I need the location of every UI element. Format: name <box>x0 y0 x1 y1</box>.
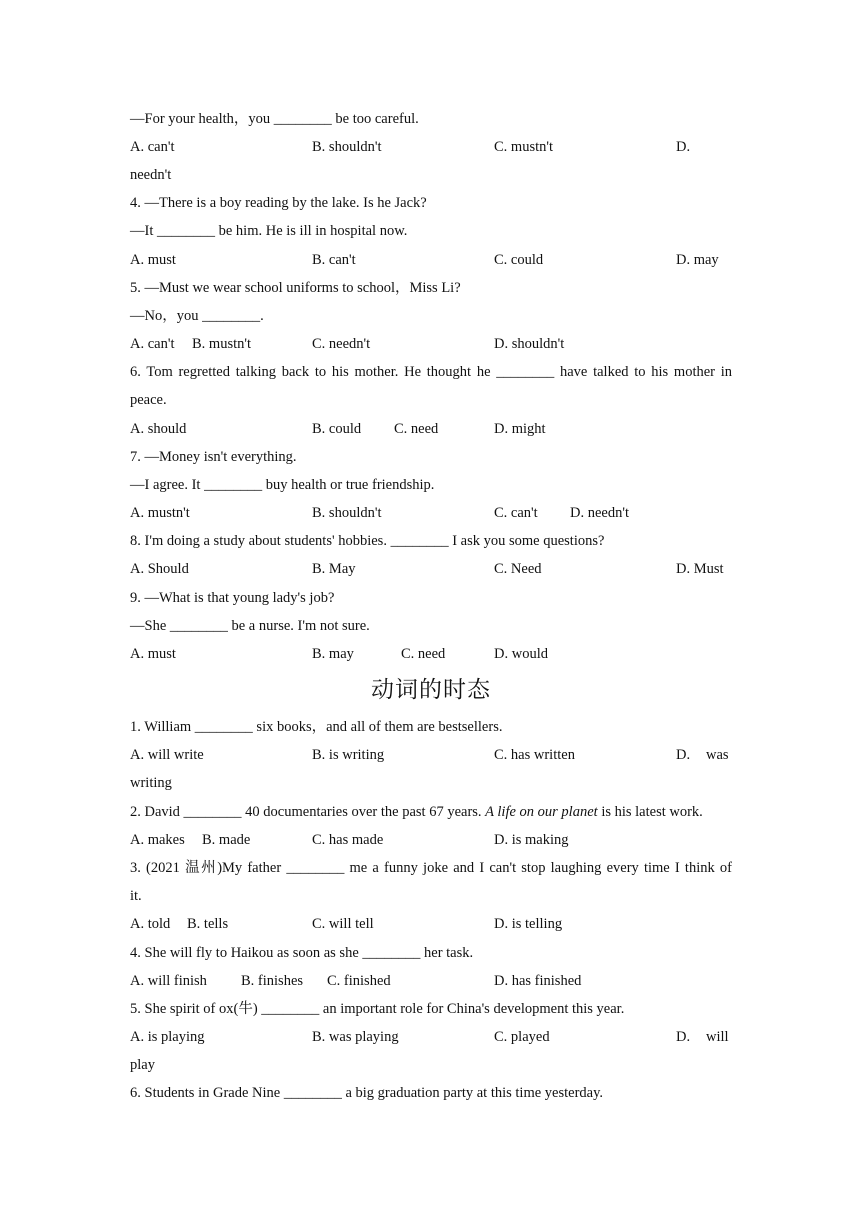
question-stem: 4. She will fly to Haikou as soon as she ________ her task. <box>130 945 474 961</box>
question-stem: 1. William ________ six books，and all of them are bestsellers. <box>130 719 503 735</box>
question-stem: —For your health，you ________ be too careful. <box>130 111 419 127</box>
option-b: B. was playing <box>312 1029 399 1045</box>
option-a: A. should <box>130 421 187 437</box>
option-b: B. tells <box>187 916 229 932</box>
option-d: D. has finished <box>494 973 582 989</box>
option-d-text: was <box>706 747 729 763</box>
option-b: B. May <box>312 561 356 577</box>
option-d: D. might <box>494 421 546 437</box>
book-title: A life on our planet <box>485 804 598 820</box>
option-a: A. can't <box>130 139 175 155</box>
option-c: C. will tell <box>312 916 374 932</box>
question-stem: —She ________ be a nurse. I'm not sure. <box>130 618 370 634</box>
option-d-continued: play <box>130 1057 155 1073</box>
option-d: D. <box>676 139 691 155</box>
option-d-continued: needn't <box>130 167 172 183</box>
option-c: C. Need <box>494 561 542 577</box>
option-a: A. can't <box>130 336 175 352</box>
question-stem: 6. Tom regretted talking back to his mother. He thought he ________ have talked to his mother in <box>130 364 732 380</box>
option-c: C. played <box>494 1029 550 1045</box>
question-stem: 7. —Money isn't everything. <box>130 449 297 465</box>
question-stem-part: is his latest work. <box>597 804 703 820</box>
question-stem: —No，you ________. <box>130 308 264 324</box>
option-b: B. could <box>312 421 362 437</box>
option-a: A. will finish <box>130 973 207 989</box>
option-d: D. needn't <box>570 505 629 521</box>
question-stem: 5. She spirit of ox(牛) ________ an important role for China's development this year. <box>130 1001 625 1017</box>
question-stem: 3. (2021 温州)My father ________ me a funny joke and I can't stop laughing every time I think of <box>130 860 732 876</box>
option-a: A. told <box>130 916 171 932</box>
question-stem <box>130 802 732 822</box>
option-d: D. Must <box>676 561 724 577</box>
option-c: C. need <box>394 421 439 437</box>
question-stem: —I agree. It ________ buy health or true friendship. <box>130 477 435 493</box>
question-stem: —It ________ be him. He is ill in hospital now. <box>130 223 408 239</box>
question-stem: 5. —Must we wear school uniforms to school，Miss Li? <box>130 280 461 296</box>
option-d: D. <box>676 1029 691 1045</box>
option-c: C. needn't <box>312 336 371 352</box>
option-c: C. has made <box>312 832 384 848</box>
option-a: A. must <box>130 646 176 662</box>
option-a: A. makes <box>130 832 185 848</box>
option-a: A. Should <box>130 561 189 577</box>
option-a: A. will write <box>130 747 204 763</box>
question-stem: peace. <box>130 392 167 408</box>
option-c: C. could <box>494 252 544 268</box>
option-d-text: will <box>706 1029 729 1045</box>
option-a: A. is playing <box>130 1029 205 1045</box>
question-stem: 8. I'm doing a study about students' hobbies. ________ I ask you some questions? <box>130 533 605 549</box>
section-title: 动词的时态 <box>371 677 491 703</box>
option-b: B. shouldn't <box>312 505 382 521</box>
option-b: B. mustn't <box>192 336 252 352</box>
question-stem: 4. —There is a boy reading by the lake. Is he Jack? <box>130 195 427 211</box>
question-stem-part: 2. David ________ 40 documentaries over the past 67 years. <box>130 804 486 820</box>
option-d: D. shouldn't <box>494 336 565 352</box>
option-c: C. finished <box>327 973 391 989</box>
option-d: D. is telling <box>494 916 563 932</box>
option-c: C. can't <box>494 505 538 521</box>
option-b: B. can't <box>312 252 356 268</box>
option-a: A. mustn't <box>130 505 190 521</box>
option-b: B. made <box>202 832 251 848</box>
option-d: D. is making <box>494 832 569 848</box>
option-d: D. <box>676 747 691 763</box>
question-stem: 9. —What is that young lady's job? <box>130 590 335 606</box>
option-d: D. may <box>676 252 719 268</box>
option-c: C. need <box>401 646 446 662</box>
option-b: B. is writing <box>312 747 385 763</box>
option-d-continued: writing <box>130 775 172 791</box>
option-a: A. must <box>130 252 176 268</box>
option-b: B. may <box>312 646 354 662</box>
option-d: D. would <box>494 646 548 662</box>
option-c: C. has written <box>494 747 575 763</box>
option-b: B. finishes <box>241 973 304 989</box>
option-b: B. shouldn't <box>312 139 382 155</box>
question-stem: it. <box>130 888 142 904</box>
option-c: C. mustn't <box>494 139 554 155</box>
question-stem: 6. Students in Grade Nine ________ a big graduation party at this time yesterday. <box>130 1085 604 1101</box>
